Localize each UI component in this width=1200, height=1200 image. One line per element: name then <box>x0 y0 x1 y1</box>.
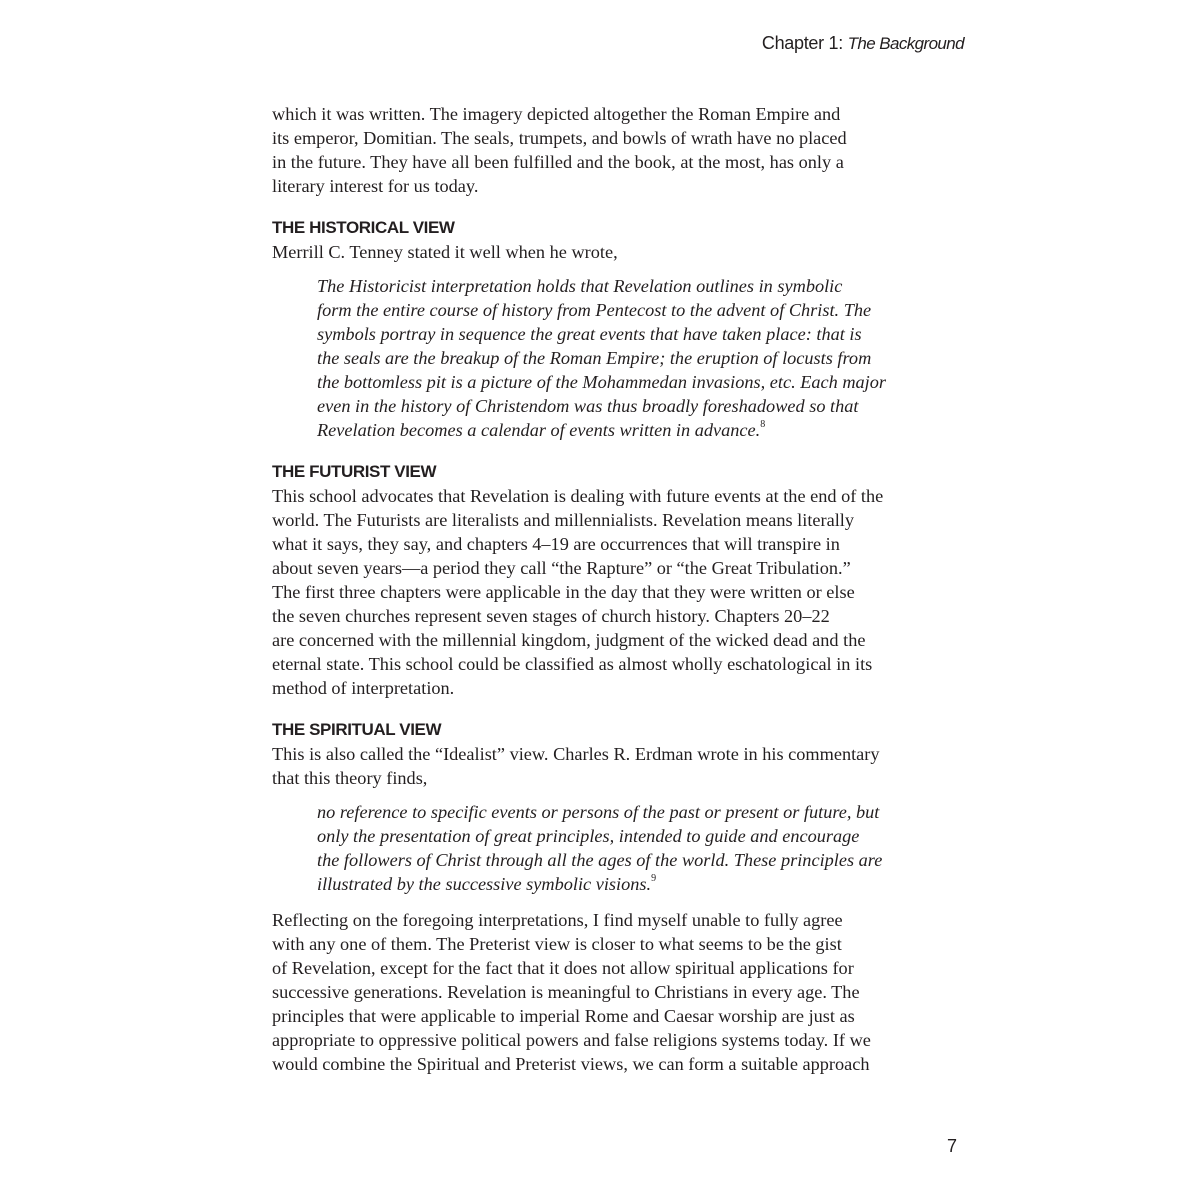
running-head-title: The Background <box>847 34 964 53</box>
quote-line: no reference to specific events or persons of the past or present or future, but <box>317 802 880 822</box>
section-heading-spiritual: THE SPIRITUAL VIEW <box>272 720 442 739</box>
text-line: in the future. They have all been fulfilled and the book, at the most, has only a <box>272 152 844 172</box>
section-heading-historical: THE HISTORICAL VIEW <box>272 218 455 237</box>
running-head-chapter: Chapter 1: <box>761 33 843 53</box>
quote-line: only the presentation of great principles, intended to guide and encourage <box>317 826 860 846</box>
spiritual-quote <box>317 800 972 896</box>
quote-line-last <box>317 872 972 896</box>
historical-quote <box>317 274 972 442</box>
text-line: method of interpretation. <box>272 678 455 698</box>
text-line: about seven years—a period they call “the Rapture” or “the Great Tribulation.” <box>272 558 851 578</box>
intro-paragraph <box>272 102 972 198</box>
text-line: with any one of them. The Preterist view is closer to what seems to be the gist <box>272 934 842 954</box>
footnote-marker: 9 <box>651 872 657 884</box>
text-line: literary interest for us today. <box>272 176 479 196</box>
page-number: 7 <box>946 1136 957 1156</box>
text-line: This school advocates that Revelation is dealing with future events at the end of the <box>272 486 884 506</box>
text-line: Reflecting on the foregoing interpretations, I find myself unable to fully agree <box>272 910 843 930</box>
quote-text: Revelation becomes a calendar of events written in advance. <box>317 420 761 440</box>
text-line: principles that were applicable to imperial Rome and Caesar worship are just as <box>272 1006 855 1026</box>
spiritual-lead <box>272 742 972 790</box>
quote-line: even in the history of Christendom was thus broadly foreshadowed so that <box>317 396 859 416</box>
reflection-paragraph <box>272 908 972 1076</box>
text-line: what it says, they say, and chapters 4–19 are occurrences that will transpire in <box>272 534 840 554</box>
text-line: would combine the Spiritual and Preterist views, we can form a suitable approach <box>272 1054 870 1074</box>
text-line: This is also called the “Idealist” view. Charles R. Erdman wrote in his commentary <box>272 744 880 764</box>
text-line: world. The Futurists are literalists and millennialists. Revelation means literally <box>272 510 855 530</box>
text-line: of Revelation, except for the fact that it does not allow spiritual applications for <box>272 958 854 978</box>
section-heading-futurist: THE FUTURIST VIEW <box>272 462 437 481</box>
quote-line: the bottomless pit is a picture of the Mohammedan invasions, etc. Each major <box>317 372 887 392</box>
text-line: successive generations. Revelation is meaningful to Christians in every age. The <box>272 982 860 1002</box>
text-line: appropriate to oppressive political powers and false religions systems today. If we <box>272 1030 871 1050</box>
quote-line: form the entire course of history from Pentecost to the advent of Christ. The <box>317 300 872 320</box>
text-line: that this theory finds, <box>272 768 428 788</box>
quote-line: The Historicist interpretation holds that Revelation outlines in symbolic <box>317 276 843 296</box>
text-line: The first three chapters were applicable in the day that they were written or else <box>272 582 855 602</box>
footnote-marker: 8 <box>760 418 766 430</box>
futurist-paragraph <box>272 484 972 700</box>
text-line: eternal state. This school could be classified as almost wholly eschatological in its <box>272 654 873 674</box>
text-line: which it was written. The imagery depicted altogether the Roman Empire and <box>272 104 841 124</box>
quote-line: symbols portray in sequence the great events that have taken place: that is <box>317 324 862 344</box>
text-line: the seven churches represent seven stages of church history. Chapters 20–22 <box>272 606 830 626</box>
text-line: its emperor, Domitian. The seals, trumpets, and bowls of wrath have no placed <box>272 128 847 148</box>
quote-line: the seals are the breakup of the Roman Empire; the eruption of locusts from <box>317 348 872 368</box>
historical-lead <box>272 240 972 264</box>
text-line: Merrill C. Tenney stated it well when he wrote, <box>272 242 618 262</box>
text-line: are concerned with the millennial kingdom, judgment of the wicked dead and the <box>272 630 866 650</box>
quote-line-last <box>317 418 972 442</box>
quote-line: the followers of Christ through all the ages of the world. These principles are <box>317 850 883 870</box>
running-head <box>762 33 964 54</box>
body-text <box>272 102 972 1076</box>
quote-text: illustrated by the successive symbolic visions. <box>317 874 652 894</box>
